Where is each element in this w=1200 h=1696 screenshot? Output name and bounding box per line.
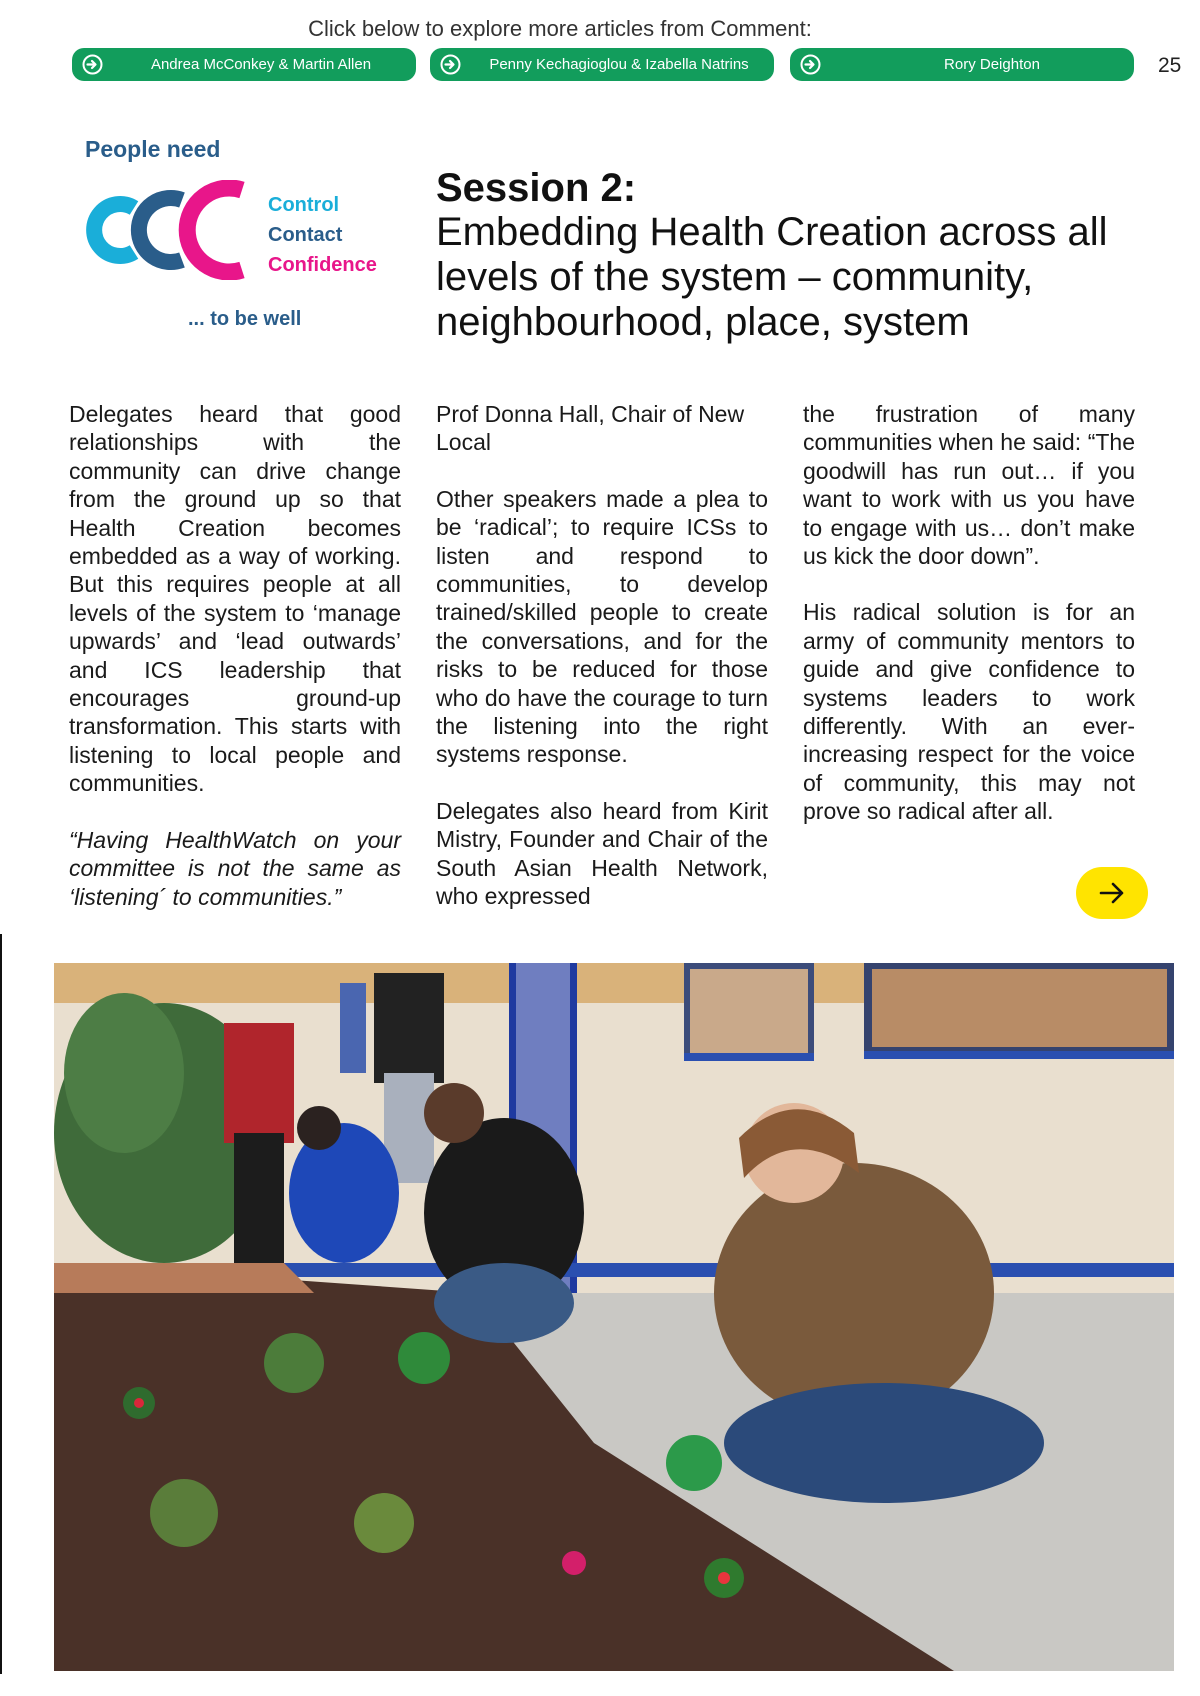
ccc-letters-icon bbox=[82, 180, 272, 280]
left-rule-divider bbox=[0, 934, 2, 1674]
community-gardening-photo bbox=[54, 963, 1174, 1671]
logo-word-control: Control bbox=[268, 194, 340, 216]
paragraph: the frustration of many communities when he said: “The goodwill has run out… if you want to work with us you have to engage with us… don’t make us kick the door down”. bbox=[803, 401, 1135, 570]
paragraph: His radical solution is for an army of community mentors to guide and give confidence to systems leaders to work differently. With an ever-increasing respect for the voice of community, this may not prove so radical after all. bbox=[803, 599, 1135, 825]
paragraph: Other speakers made a plea to be ‘radical’; to require ICSs to listen and respond to communities, to develop trained/skilled people to create the conversations, and for the risks to be reduced for those who do have the courage to turn the listening into the right systems response. bbox=[436, 485, 768, 768]
nav-button-kechagioglou-natrins[interactable] bbox=[430, 48, 774, 81]
paragraph: Delegates also heard from Kirit Mistry, Founder and Chair of the South Asian Health Network, who expressed bbox=[436, 797, 768, 910]
nav-caption: Click below to explore more articles from Comment: bbox=[308, 16, 812, 41]
nav-button-mcconkey-allen[interactable] bbox=[72, 48, 416, 81]
nav-button-label: Rory Deighton bbox=[944, 56, 1040, 73]
pull-quote: “Having HealthWatch on your committee is not the same as ‘listening´ to communities.” bbox=[69, 826, 401, 910]
page-number: 25 bbox=[1158, 54, 1182, 77]
text-column-3 bbox=[803, 400, 1135, 854]
paragraph: Delegates heard that good relationships with the community can drive change from the ground up so that Health Creation becomes embedded as a way of working. But this requires people at all levels of the system to ‘manage upwards’ and ‘lead outwards’ and ICS leadership that encourages ground-up transformation. This starts with listening to local people and communities. bbox=[69, 401, 401, 797]
arrow-circle-icon bbox=[82, 54, 103, 75]
nav-button-label: Andrea McConkey & Martin Allen bbox=[150, 56, 372, 73]
next-page-button[interactable] bbox=[1076, 867, 1148, 919]
paragraph: Prof Donna Hall, Chair of New Local bbox=[436, 401, 745, 456]
session-subtitle: Embedding Health Creation across all levels of the system – community, neighbourhood, place, system bbox=[436, 210, 1108, 344]
photo-illustration bbox=[54, 963, 1174, 1671]
logo-bottom-text: ... to be well bbox=[188, 308, 302, 330]
arrow-circle-icon bbox=[800, 54, 821, 75]
logo-word-confidence: Confidence bbox=[268, 254, 377, 276]
text-column-2 bbox=[436, 400, 768, 939]
arrow-right-icon bbox=[1098, 879, 1126, 907]
nav-button-deighton[interactable] bbox=[790, 48, 1134, 81]
ccc-logo bbox=[82, 132, 402, 342]
nav-button-label: Penny Kechagioglou & Izabella Natrins bbox=[489, 56, 749, 73]
logo-top-text: People need bbox=[85, 136, 221, 162]
logo-word-contact: Contact bbox=[268, 224, 343, 246]
text-column-1 bbox=[69, 400, 401, 939]
arrow-circle-icon bbox=[440, 54, 461, 75]
session-title: Session 2: bbox=[436, 166, 637, 210]
